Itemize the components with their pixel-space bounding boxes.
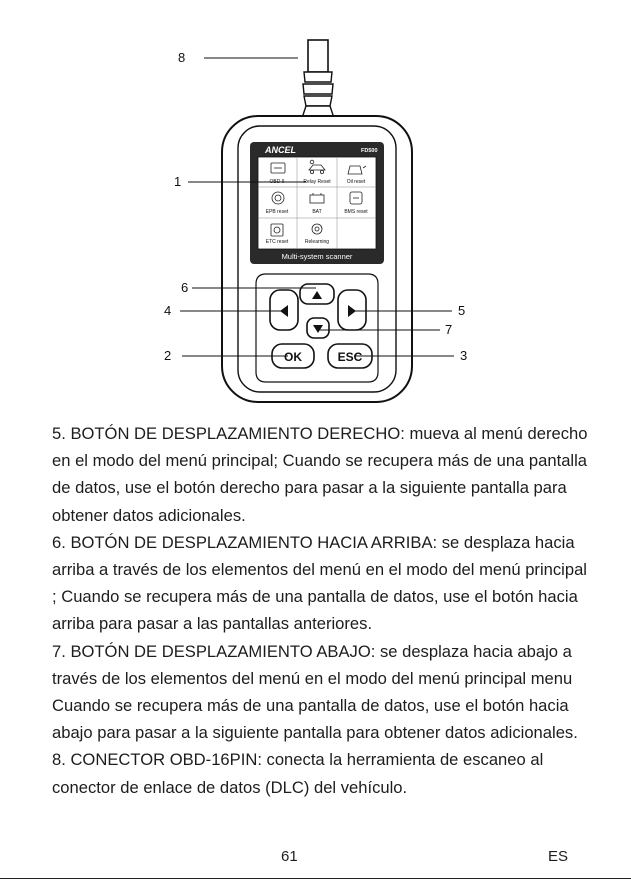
menu-label-oil-reset: Oil reset xyxy=(346,179,366,185)
paragraph-up-button: 6. BOTÓN DE DESPLAZAMIENTO HACIA ARRIBA: se desplaza hacia arriba a través de los elementos del menú en el modo del menú principal ; Cuando se recupera más de una pantalla de datos, use el botón hacia arriba para pasar a las pantallas anteriores. xyxy=(52,532,587,634)
callout-5: 5 xyxy=(458,303,466,318)
menu-label-bms-reset: BMS reset xyxy=(344,209,368,215)
menu-label-relearning: Relearning xyxy=(304,239,330,245)
menu-label-etc-reset: ETC reset xyxy=(265,239,289,245)
ok-label: OK xyxy=(284,350,302,364)
right-button xyxy=(338,290,366,330)
left-button xyxy=(270,290,298,330)
callout-2: 2 xyxy=(164,348,172,363)
language-code: ES xyxy=(548,848,569,865)
menu-label-bat: BAT xyxy=(312,209,322,215)
page-number: 61 xyxy=(281,848,298,865)
brand-logo: ANCEL xyxy=(265,145,296,155)
esc-label: ESC xyxy=(337,350,363,364)
callout-1: 1 xyxy=(174,174,182,189)
paragraph-connector: 8. CONECTOR OBD-16PIN: conecta la herramienta de escaneo al conector de enlace de datos (DLC) del vehículo. xyxy=(52,750,544,797)
down-button xyxy=(307,318,329,338)
cable xyxy=(308,40,328,72)
paragraph-right-button: 5. BOTÓN DE DESPLAZAMIENTO DERECHO: mueva al menú derecho en el modo del menú principal; Cuando se recupera más de una pantalla de datos, use el botón derecho para pasar a la siguiente pantalla para obtener datos adicionales. xyxy=(52,424,588,525)
callout-8: 8 xyxy=(178,50,186,65)
footer-divider xyxy=(0,878,631,879)
menu-label-relay-reset: Relay Reset xyxy=(303,179,331,185)
callout-4: 4 xyxy=(164,303,172,318)
up-button xyxy=(300,284,334,304)
callout-6: 6 xyxy=(181,280,189,295)
model-label: FD500 xyxy=(361,148,378,154)
cable-strain-relief xyxy=(303,72,333,106)
callout-7: 7 xyxy=(445,322,453,337)
menu-label-obd: OBD II xyxy=(269,179,285,185)
screen-footer-label: Multi-system scanner xyxy=(281,252,353,261)
scanner-diagram xyxy=(0,0,631,410)
paragraph-down-button: 7. BOTÓN DE DESPLAZAMIENTO ABAJO: se desplaza hacia abajo a través de los elementos del menú en el modo del menú principal menu Cuando se recupera más de una pantalla de datos, use el botón hacia abajo para pasar a la siguiente pantalla para obtener datos adicionales. xyxy=(52,641,578,743)
menu-label-epb-reset: EPB reset xyxy=(265,209,289,215)
callout-3: 3 xyxy=(460,348,468,363)
description-text xyxy=(52,420,592,801)
